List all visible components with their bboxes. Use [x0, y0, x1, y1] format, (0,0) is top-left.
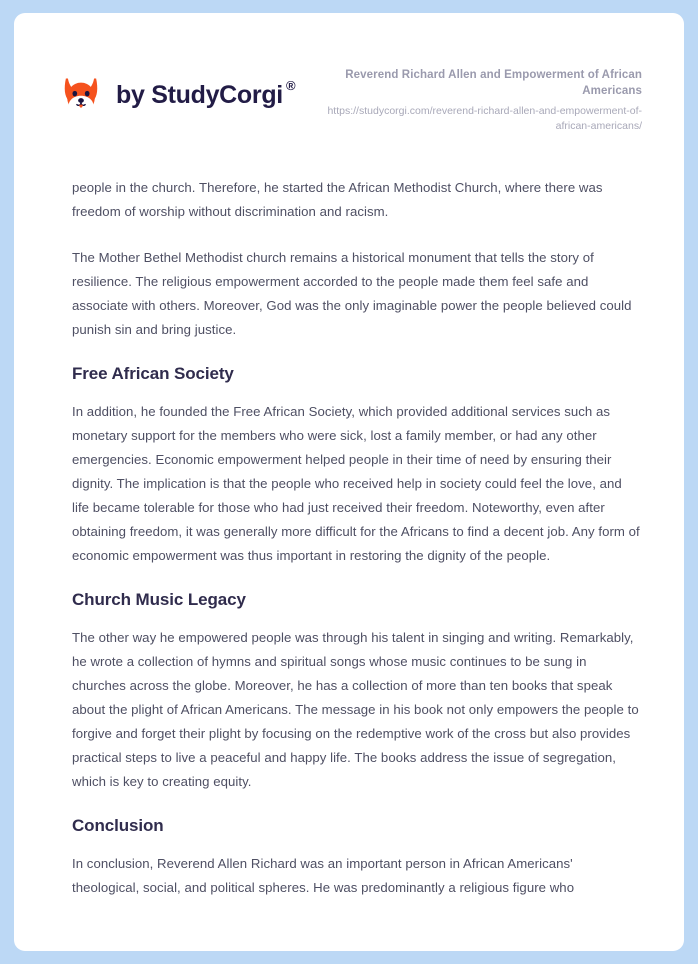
- document-page-card: [14, 13, 684, 951]
- corgi-logo-icon: [59, 73, 103, 117]
- paragraph: The Mother Bethel Methodist church remains a historical monument that tells the story of resilience. The religious empowerment accorded to the people made them feel safe and associate with others. Moreover, God was the only imaginable power the people believed could punish sin and bring justice.: [72, 249, 632, 337]
- brand-wordmark-text: by StudyCorgi: [116, 80, 283, 109]
- document-title: Reverend Richard Allen and Empowerment of African Americans: [345, 69, 642, 97]
- paragraph: people in the church. Therefore, he started the African Methodist Church, where there was freedom of worship without discrimination and racism.: [72, 179, 603, 219]
- section-heading-church-music-legacy: Church Music Legacy: [72, 589, 246, 609]
- paragraph: In conclusion, Reverend Allen Richard was an important person in African Americans' theological, social, and political spheres. He was predominantly a religious figure who: [72, 855, 575, 895]
- section-heading-free-african-society: Free African Society: [72, 363, 234, 383]
- brand-logo[interactable]: [59, 65, 295, 117]
- document-header: [14, 13, 684, 134]
- registered-trademark-icon: ®: [285, 77, 296, 93]
- brand-wordmark: [116, 77, 296, 109]
- document-body: [14, 176, 684, 900]
- section-heading-conclusion: Conclusion: [72, 815, 164, 835]
- paragraph: The other way he empowered people was through his talent in singing and writing. Remarkably, he wrote a collection of hymns and spiritual songs whose music continues to be sung in churches across the globe. Moreover, he has a collection of more than ten books that speak about the plight of African Americans. The message in his book not only empowers the people to forgive and forget their plight by focusing on the redemptive work of the cross but also provides practical steps to live a peaceful and happy life. The books address the issue of segregation, which is key to creating equity.: [72, 629, 639, 789]
- header-metadata: [312, 65, 642, 134]
- document-url[interactable]: https://studycorgi.com/reverend-richard-allen-and-empowerment-of-african-americans/: [327, 104, 642, 132]
- paragraph: In addition, he founded the Free African Society, which provided additional services such as monetary support for the members who were sick, lost a family member, or had any other emergencies. Economic empowerment helped people in their time of need by ensuring their dignity. The implication is that the people who received help in society could feel the love, and life became tolerable for those who had just received their freedom. Noteworthy, even after obtaining freedom, it was generally more difficult for the Africans to find a decent job. Any form of economic empowerment was thus important in restoring the dignity of the people.: [72, 403, 640, 563]
